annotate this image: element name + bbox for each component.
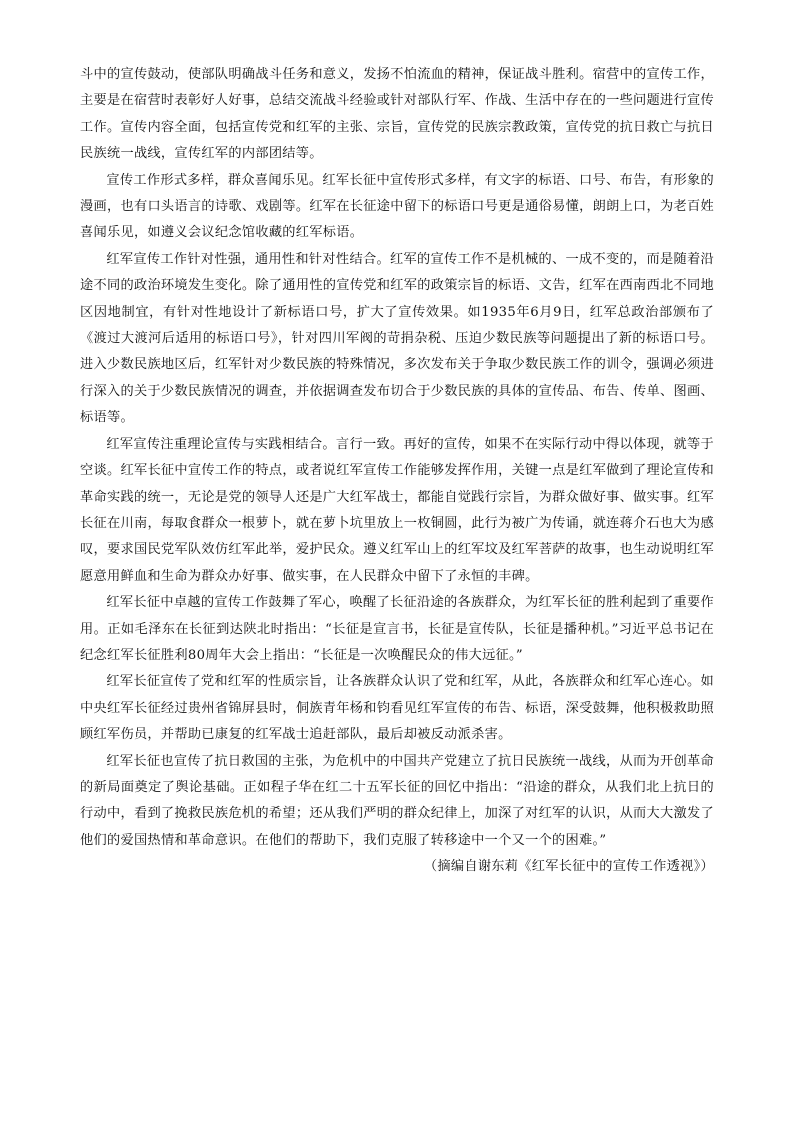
paragraph-2: 宣传工作形式多样，群众喜闻乐见。红军长征中宣传形式多样，有文字的标语、口号、布告，有形象的漫画，也有口头语言的诗歌、戏剧等。红军在长征途中留下的标语口号更是通俗易懂，朗朗上口，为老百姓喜闻乐见，如遵义会议纪念馆收藏的红军标语。 <box>80 172 714 241</box>
paragraph-6: 红军长征宣传了党和红军的性质宗旨，让各族群众认识了党和红军，从此，各族群众和红军心连心。如中央红军长征经过贵州省锦屏县时，侗族青年杨和钧看见红军宣传的布告、标语，深受鼓舞，他积极救助照顾红军伤员，并帮助已康复的红军战士追赶部队，最后却被反动派杀害。 <box>80 674 714 743</box>
paragraph-1: 斗中的宣传鼓动，使部队明确战斗任务和意义，发扬不怕流血的精神，保证战斗胜利。宿营中的宣传工作，主要是在宿营时表彰好人好事，总结交流战斗经验或针对部队行军、作战、生活中存在的一些问题进行宣传工作。宣传内容全面，包括宣传党和红军的主张、宗旨，宣传党的民族宗教政策，宣传党的抗日救亡与抗日民族统一战线，宣传红军的内部团结等。 <box>80 67 714 162</box>
paragraph-3: 红军宣传工作针对性强，通用性和针对性结合。红军的宣传工作不是机械的、一成不变的，而是随着沿途不同的政治环境发生变化。除了通用性的宣传党和红军的政策宗旨的标语、文告，红军在西南西北不同地区因地制宜，有针对性地设计了新标语口号，扩大了宣传效果。如1935年6月9日，红军总政治部颁布了《渡过大渡河后适用的标语口号》，针对四川军阀的苛捐杂税、压迫少数民族等问题提出了新的标语口号。进入少数民族地区后，红军针对少数民族的特殊情况，多次发布关于争取少数民族工作的训令，强调必须进行深入的关于少数民族情况的调查，并依据调查发布切合于少数民族的具体的宣传品、布告、传单、图画、标语等。 <box>80 251 714 426</box>
paragraph-5: 红军长征中卓越的宣传工作鼓舞了军心，唤醒了长征沿途的各族群众，为红军长征的胜利起到了重要作用。正如毛泽东在长征到达陕北时指出：“长征是宣言书，长征是宣传队，长征是播种机。”习近平总书记在纪念红军长征胜利80周年大会上指出：“长征是一次唤醒民众的伟大远征。” <box>80 595 714 663</box>
paragraph-4: 红军宣传注重理论宣传与实践相结合。言行一致。再好的宣传，如果不在实际行动中得以体现，就等于空谈。红军长征中宣传工作的特点，或者说红军宣传工作能够发挥作用，关键一点是红军做到了理论宣传和革命实践的统一，无论是党的领导人还是广大红军战士，都能自觉践行宗旨，为群众做好事、做实事。红军长征在川南，每取食群众一根萝卜，就在萝卜坑里放上一枚铜圆，此行为被广为传诵，就连蒋介石也大为感叹，要求国民党军队效仿红军此举，爱护民众。遵义红军山上的红军坟及红军菩萨的故事，也生动说明红军愿意用鲜血和生命为群众办好事、做实事，在人民群众中留下了永恒的丰碑。 <box>80 436 714 584</box>
paragraph-7: 红军长征也宣传了抗日救国的主张，为危机中的中国共产党建立了抗日民族统一战线，从而为开创革命的新局面奠定了舆论基础。正如程子华在红二十五军长征的回忆中指出：“沿途的群众，从我们北上抗日的行动中，看到了挽救民族危机的希望；还从我们严明的群众纪律上，加深了对红军的认识，从而大大激发了他们的爱国热情和革命意识。在他们的帮助下，我们克服了转移途中一个又一个的困难。” <box>80 753 714 848</box>
source-citation: （摘编自谢东莉《红军长征中的宣传工作透视》） <box>423 859 714 875</box>
document-page <box>80 62 714 881</box>
